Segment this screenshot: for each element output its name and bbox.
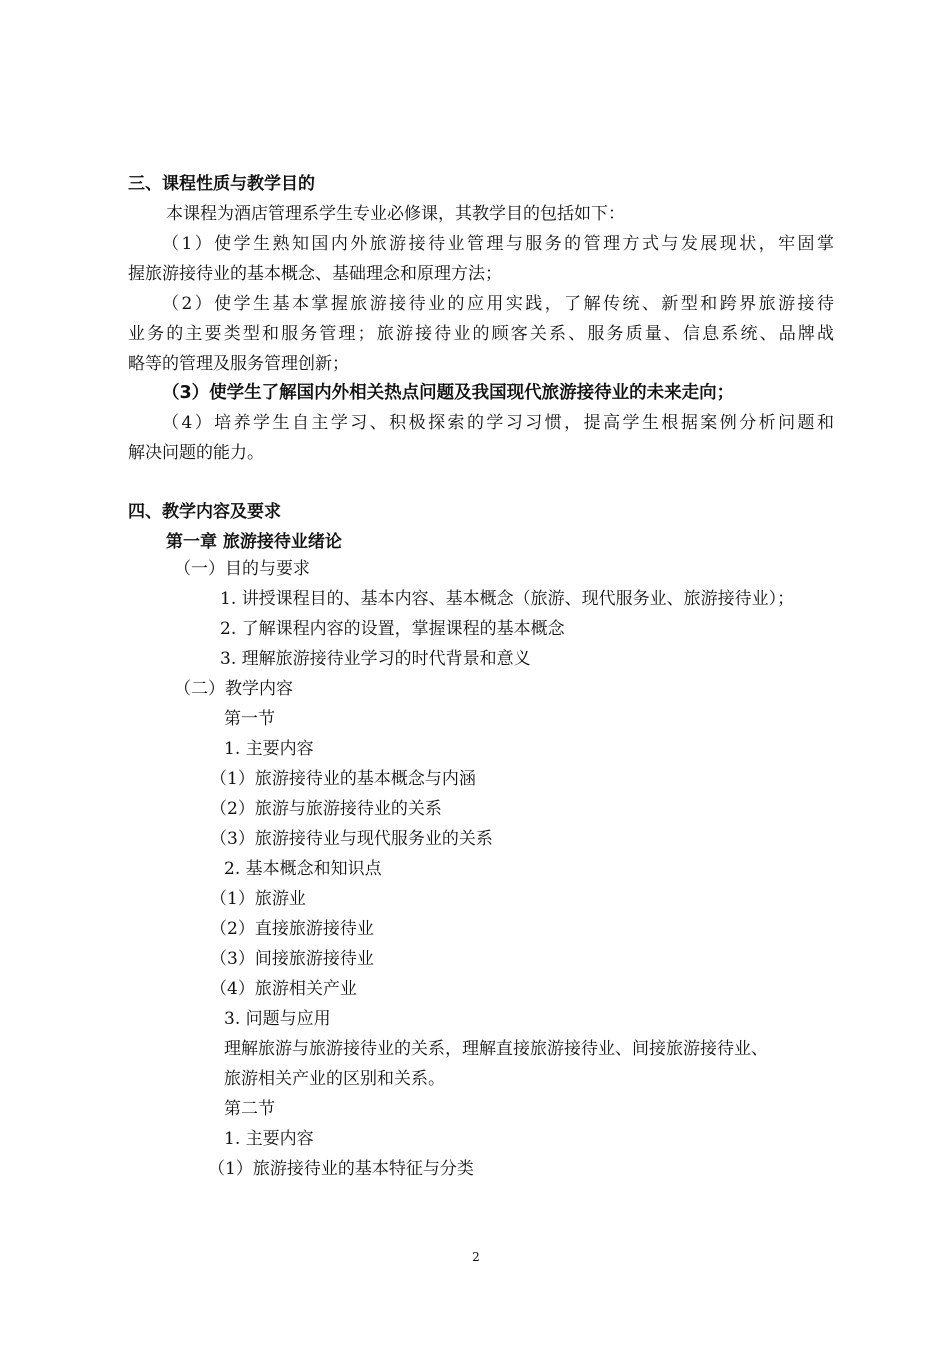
- paragraph-intro: 本课程为酒店管理系学生专业必修课，其教学目的包括如下：: [166, 204, 625, 224]
- section-2-main-content: 1. 主要内容: [224, 1129, 314, 1149]
- objective-2-line-1: （2）使学生基本掌握旅游接待业的应用实践，了解传统、新型和跨界旅游接待: [162, 294, 834, 314]
- goal-3: 3. 理解旅游接待业学习的时代背景和意义: [220, 649, 531, 669]
- section-1-item-2: （2）旅游与旅游接待业的关系: [210, 799, 442, 819]
- content-heading: （二）教学内容: [174, 679, 293, 699]
- goal-2: 2. 了解课程内容的设置，掌握课程的基本概念: [220, 619, 565, 639]
- section-1-concept-4: （4）旅游相关产业: [210, 979, 357, 999]
- section-1-application: 3. 问题与应用: [224, 1009, 331, 1029]
- section-1-item-1: （1）旅游接待业的基本概念与内涵: [210, 769, 476, 789]
- goal-1: 1. 讲授课程目的、基本内容、基本概念（旅游、现代服务业、旅游接待业）；: [220, 589, 795, 609]
- section-2-item-1: （1）旅游接待业的基本特征与分类: [208, 1159, 474, 1179]
- objective-4-line-2: 解决问题的能力。: [128, 443, 264, 463]
- section-1-title: 第一节: [224, 709, 275, 729]
- section-1-item-3: （3）旅游接待业与现代服务业的关系: [210, 829, 493, 849]
- chapter-1-title: 第一章 旅游接待业绪论: [166, 532, 342, 552]
- section-1-main-content: 1. 主要内容: [224, 739, 314, 759]
- objective-1-line-2: 握旅游接待业的基本概念、基础理念和原理方法；: [128, 264, 502, 284]
- section-heading-3: 三、课程性质与教学目的: [128, 174, 315, 194]
- section-1-concept-1: （1）旅游业: [210, 889, 306, 909]
- section-heading-4: 四、教学内容及要求: [128, 502, 281, 522]
- section-1-application-line-2: 旅游相关产业的区别和关系。: [224, 1069, 445, 1089]
- objective-1-line-1: （1）使学生熟知国内外旅游接待业管理与服务的管理方式与发展现状，牢固掌: [162, 234, 834, 254]
- objective-4-line-1: （4）培养学生自主学习、积极探索的学习习惯，提高学生根据案例分析问题和: [162, 413, 834, 433]
- section-1-concepts: 2. 基本概念和知识点: [224, 859, 382, 879]
- goals-heading: （一）目的与要求: [174, 559, 310, 579]
- objective-2-line-2: 业务的主要类型和服务管理；旅游接待业的顾客关系、服务质量、信息系统、品牌战: [128, 324, 834, 344]
- section-2-title: 第二节: [224, 1099, 275, 1119]
- objective-2-line-3: 略等的管理及服务管理创新；: [128, 354, 349, 374]
- section-1-application-line-1: 理解旅游与旅游接待业的关系，理解直接旅游接待业、间接旅游接待业、: [224, 1039, 768, 1059]
- page-number: 2: [472, 1250, 480, 1264]
- section-1-concept-2: （2）直接旅游接待业: [210, 919, 374, 939]
- section-1-concept-3: （3）间接旅游接待业: [210, 949, 374, 969]
- objective-3-bold: （3）使学生了解国内外相关热点问题及我国现代旅游接待业的未来走向；: [162, 383, 735, 403]
